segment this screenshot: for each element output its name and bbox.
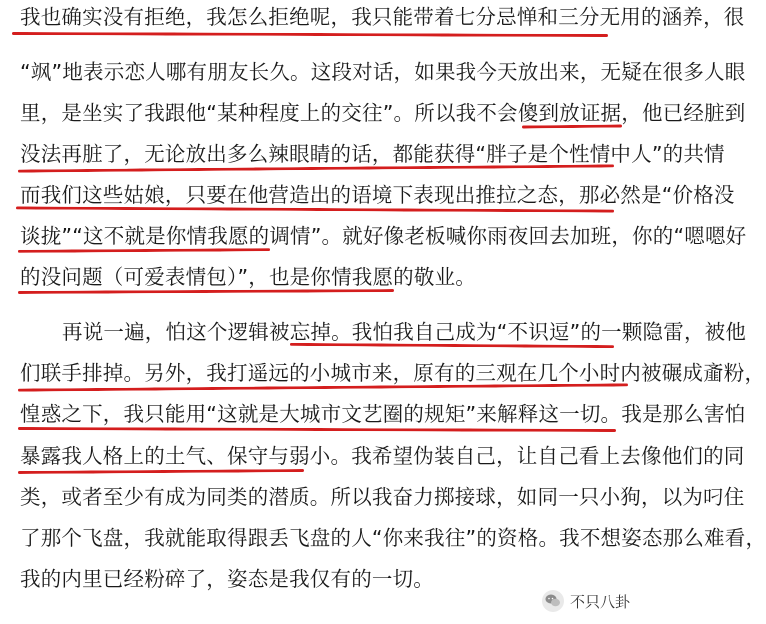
text-line-3: 里，是坐实了我跟他“某种程度上的交往”。所以我不会傻到放证据，他已经脏到: [20, 101, 746, 125]
text-line-2: “飒”地表示恋人哪有朋友长久。这段对话，如果我今天放出来，无疑在很多人眼: [20, 60, 746, 84]
watermark: [542, 590, 630, 612]
text-line-8: 再说一遍，怕这个逻辑被忘掉。我怕我自己成为“不识逗”的一颗隐雷，被他: [62, 320, 747, 344]
text-line-1: 我也确实没有拒绝，我怎么拒绝呢，我只能带着七分忌惮和三分无用的涵养，很: [20, 5, 745, 29]
text-line-9: 们联手排掉。另外，我打遥远的小城市来，原有的三观在几个小时内被碾成齑粉，: [20, 361, 766, 385]
text-line-13: 了那个飞盘，我就能取得跟丢飞盘的人“你来我往”的资格。我不想姿态那么难看，: [20, 526, 766, 550]
watermark-text: 不只八卦: [569, 592, 630, 611]
text-line-12: 类，或者至少有成为同类的潜质。所以我奋力掷接球，如同一只小狗，以为叼住: [20, 485, 745, 509]
text-line-5: 而我们这些姑娘，只要在他营造出的语境下表现出推拉之态，那必然是“价格没: [20, 183, 735, 207]
text-line-11: 暴露我人格上的土气、保守与弱小。我希望伪装自己，让自己看上去像他们的同: [20, 444, 745, 468]
text-line-10: 惶惑之下，我只能用“这就是大城市文艺圈的规矩”来解释这一切。我是那么害怕: [20, 402, 746, 426]
text-line-4: 没法再脏了，无论放出多么辣眼睛的话，都能获得“胖子是个性情中人”的共情: [20, 142, 725, 166]
wechat-bubble-icon: [542, 590, 564, 612]
text-line-14: 我的内里已经粉碎了，姿态是我仅有的一切。: [20, 567, 434, 591]
text-line-6: 谈拢”“这不就是你情我愿的调情”。就好像老板喊你雨夜回去加班，你的“嗯嗯好: [20, 224, 747, 248]
text-line-7: 的没问题（可爱表情包）”，也是你情我愿的敬业。: [20, 265, 476, 289]
